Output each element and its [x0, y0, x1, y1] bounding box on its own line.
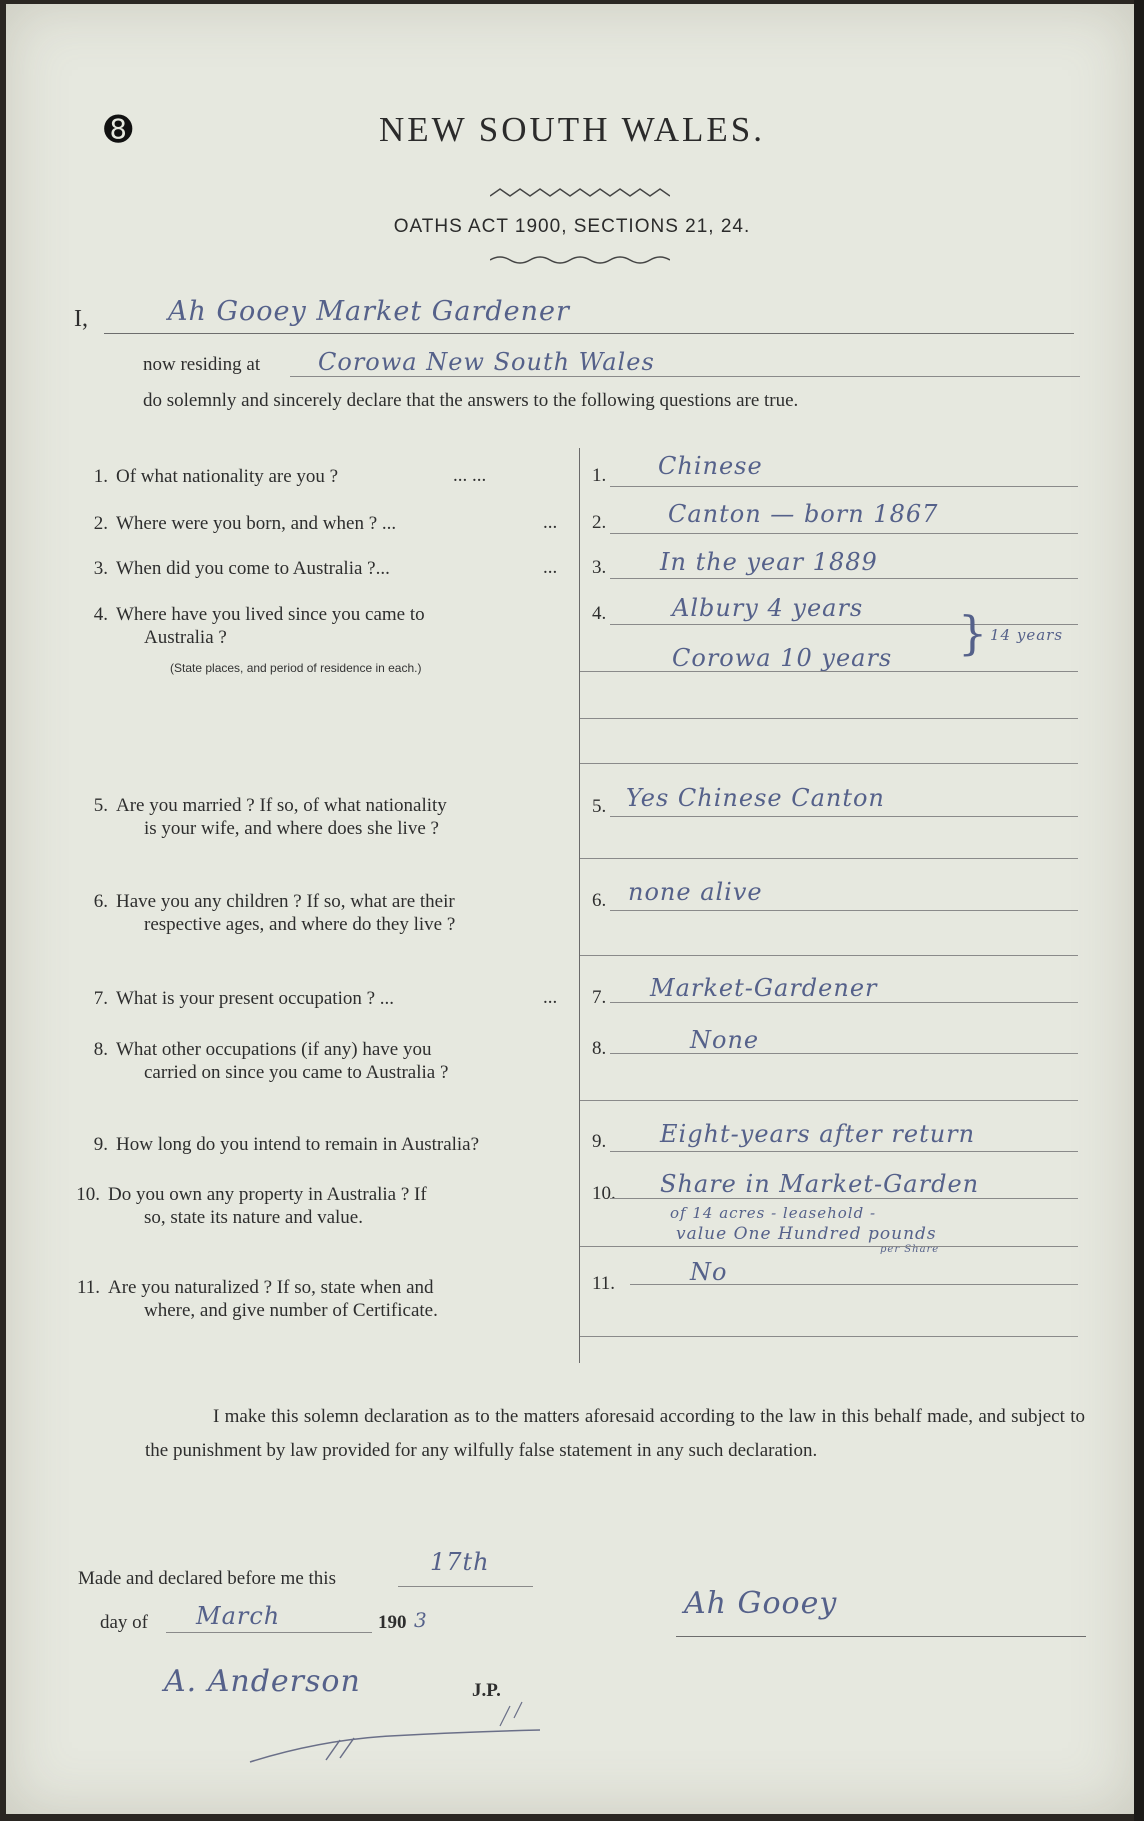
answer-8-underline2: [580, 1100, 1078, 1101]
jp-flourish: [240, 1700, 550, 1770]
answer-6-num: 6.: [592, 890, 607, 911]
answer-3: In the year 1889: [660, 548, 878, 576]
answer-11-underline2: [580, 1336, 1078, 1337]
answer-7-line: [610, 1002, 1078, 1003]
question-7: 7. What is your present occupation ? ...: [93, 988, 395, 1009]
answer-4-line1: Albury 4 years: [672, 594, 864, 622]
question-10: 10. Do you own any property in Australia ? If so, state its nature and value.: [76, 1184, 427, 1228]
answer-4-brace: }: [958, 606, 989, 660]
residing-label: now residing at: [143, 354, 261, 375]
answer-11: No: [690, 1258, 728, 1286]
day-of-label: day of: [100, 1612, 149, 1633]
question-3: 3. When did you come to Australia ?...: [93, 558, 390, 579]
answer-4-underline1: [610, 624, 1078, 625]
question-8: 8. What other occupations (if any) have you carried on since you came to Australia ?: [93, 1039, 449, 1083]
residence-line: [290, 376, 1080, 377]
day-value: 17th: [430, 1548, 490, 1576]
answer-5-num: 5.: [592, 796, 607, 817]
page-edge: [1134, 0, 1144, 1821]
answer-3-line: [610, 578, 1078, 579]
month-line: [166, 1632, 372, 1633]
answer-9-num: 9.: [592, 1131, 607, 1152]
ornament-wave-bottom: [490, 254, 670, 266]
answer-8: None: [690, 1026, 760, 1054]
answer-10-underline2: [580, 1246, 1078, 1247]
document-title: NEW SOUTH WALES.: [378, 110, 765, 149]
i-label: I,: [74, 306, 88, 332]
year-value: 3: [414, 1608, 428, 1632]
answer-6-underline2: [580, 955, 1078, 956]
question-6: 6. Have you any children ? If so, what are their respective ages, and where do they live ?: [93, 891, 456, 935]
answer-8-line: [610, 1053, 1078, 1054]
answer-10-num: 10.: [592, 1183, 616, 1204]
question-7-dots: ...: [543, 987, 558, 1008]
made-declared-label: Made and declared before me this: [78, 1568, 336, 1589]
answer-5-line: [610, 816, 1078, 817]
jp-label: J.P.: [472, 1680, 501, 1701]
answer-5-underline2: [580, 858, 1078, 859]
answer-2-line: [610, 533, 1078, 534]
question-4: 4. Where have you lived since you came to Australia ? (State places, and period of residence in each.): [93, 604, 425, 675]
answer-9: Eight-years after return: [660, 1120, 976, 1148]
answer-7-num: 7.: [592, 987, 607, 1008]
answer-10-underline1: [610, 1198, 1078, 1199]
year-label: 190: [378, 1612, 407, 1633]
declarant-name: Ah Gooey Market Gardener: [168, 296, 570, 327]
answer-4-num: 4.: [592, 603, 607, 624]
answer-11-num: 11.: [592, 1273, 616, 1294]
day-line: [398, 1586, 533, 1587]
residence-value: Corowa New South Wales: [318, 348, 655, 376]
answer-1-num: 1.: [592, 465, 607, 486]
answer-8-num: 8.: [592, 1038, 607, 1059]
question-11: 11. Are you naturalized ? If so, state when and where, and give number of Certificate.: [76, 1277, 438, 1321]
answer-4-underline4: [580, 763, 1078, 764]
answer-11-line: [630, 1284, 1078, 1285]
answer-2-num: 2.: [592, 512, 607, 533]
answer-1: Chinese: [658, 452, 763, 480]
jp-signature: A. Anderson: [164, 1664, 361, 1699]
signature-line: [676, 1636, 1086, 1637]
month-value: March: [196, 1602, 281, 1630]
declaration-text: I make this solemn declaration as to the matters aforesaid according to the law in this behalf made, and subject to the punishment by law provided for any wilfully false statement in any such declaration.: [145, 1406, 1085, 1461]
question-2-dots: ...: [543, 512, 558, 533]
answer-10-line4: per Share: [880, 1244, 940, 1255]
answer-4-underline2: [580, 671, 1078, 672]
answer-4-underline3: [580, 718, 1078, 719]
answer-2: Canton — born 1867: [668, 500, 939, 528]
question-9: 9. How long do you intend to remain in Australia?: [93, 1134, 480, 1155]
name-line: [104, 333, 1074, 334]
answer-6: none alive: [628, 878, 763, 906]
corner-mark-icon: ➑: [104, 110, 133, 150]
answer-3-num: 3.: [592, 557, 607, 578]
answer-10-line3: value One Hundred pounds: [676, 1224, 937, 1244]
question-2: 2. Where were you born, and when ? ...: [93, 513, 397, 534]
answer-7: Market-Gardener: [650, 974, 878, 1002]
ornament-wave-top: [490, 186, 670, 198]
answer-10-line2: of 14 acres - leasehold -: [670, 1204, 877, 1222]
answer-4-total: 14 years: [990, 626, 1064, 644]
answer-5: Yes Chinese Canton: [626, 784, 885, 812]
column-divider: [579, 448, 580, 1363]
answer-9-line: [610, 1151, 1078, 1152]
document-subtitle: OATHS ACT 1900, SECTIONS 21, 24.: [393, 216, 751, 237]
answer-10-line1: Share in Market-Garden: [660, 1170, 980, 1198]
answer-6-line: [610, 910, 1078, 911]
declare-text: do solemnly and sincerely declare that the answers to the following questions are true.: [143, 390, 799, 411]
answer-1-line: [610, 486, 1078, 487]
question-5: 5. Are you married ? If so, of what nationality is your wife, and where does she live ?: [93, 795, 447, 839]
question-1: 1. Of what nationality are you ?: [93, 466, 339, 487]
declarant-signature: Ah Gooey: [684, 1586, 838, 1621]
question-3-dots: ...: [543, 557, 558, 578]
answer-4-line2: Corowa 10 years: [672, 644, 893, 672]
question-1-dots: ... ...: [453, 465, 487, 486]
